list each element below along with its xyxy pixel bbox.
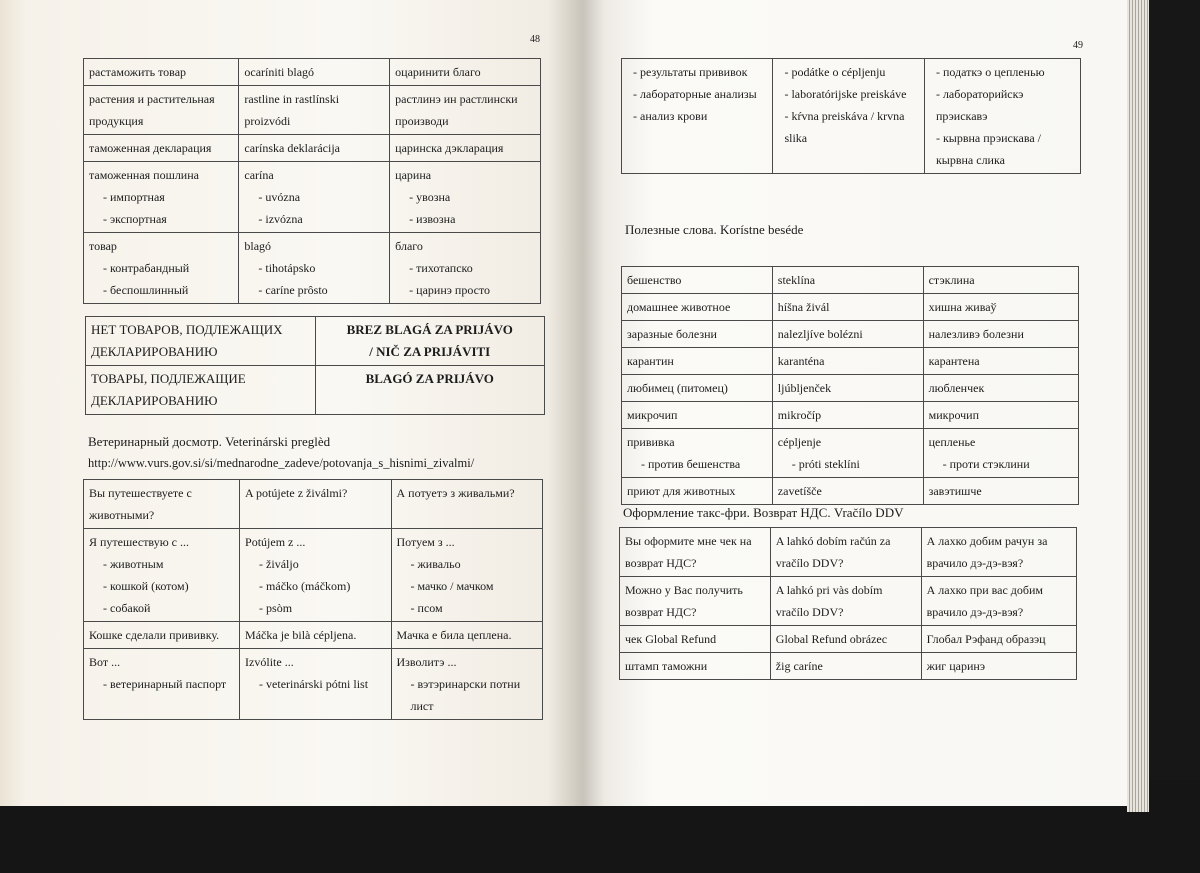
table-row: [84, 529, 543, 622]
cell-sl: ljúbljenček: [772, 375, 923, 402]
cell-sl: žig caríne: [770, 653, 921, 680]
cell-sl: nalezljíve bolézni: [772, 321, 923, 348]
cell-cy: Глобал Рэфанд образэц: [921, 626, 1076, 653]
cell-sl: mikročíp: [772, 402, 923, 429]
cell-ru: ТОВАРЫ, ПОДЛЕЖАЩИЕ ДЕКЛАРИРОВАНИЮ: [86, 366, 316, 415]
cell-sl: carínska deklarácija: [239, 135, 390, 162]
table-row: [84, 480, 543, 529]
cell-cy: карантена: [923, 348, 1078, 375]
cell-ru: Кошке сделали прививку.: [84, 622, 240, 649]
cell-cy: Мачка е била цеплена.: [391, 622, 542, 649]
declaration-table: [85, 316, 545, 415]
cell-cy: - податкэ о цепленью - лабораторийскэ прэискавэ - кырвна прэискава / кырвна слика: [924, 59, 1080, 174]
cell-cy: царинска дэкларация: [390, 135, 541, 162]
cell-ru: штамп таможни: [620, 653, 771, 680]
cell-cy: жиг царинэ: [921, 653, 1076, 680]
table-row: [84, 86, 541, 135]
cell-ru: - результаты прививок - лабораторные анализы - анализ крови: [622, 59, 773, 174]
cell-sl: karanténa: [772, 348, 923, 375]
cell-ru: растения и растительная продукция: [84, 86, 239, 135]
taxfree-table: [619, 527, 1077, 680]
left-page: [0, 0, 583, 806]
table-row: [622, 478, 1079, 505]
cell-ru: бешенство: [622, 267, 773, 294]
cell-cy: микрочип: [923, 402, 1078, 429]
cell-cy: налезливэ болезни: [923, 321, 1078, 348]
cell-sl: A lahkó dobím račún za vračílo DDV?: [770, 528, 921, 577]
cell-cy: цепленье - проти стэклини: [923, 429, 1078, 478]
cell-sl: Izvólite ... - veterinárski pótni list: [240, 649, 391, 720]
cell-cy: оцаринити благо: [390, 59, 541, 86]
cell-ru: Можно у Вас получить возврат НДС?: [620, 577, 771, 626]
cell-sl: BLAGÓ ZA PRIJÁVO: [315, 366, 545, 415]
cell-sl: A potújete z živálmi?: [240, 480, 391, 529]
cell-sl: blagó - tihotápsko - caríne prôsto: [239, 233, 390, 304]
cell-ru: чек Global Refund: [620, 626, 771, 653]
cell-ru: Вы оформите мне чек на возврат НДС?: [620, 528, 771, 577]
table-row: [622, 402, 1079, 429]
cell-ru: приют для животных: [622, 478, 773, 505]
table-row: [84, 59, 541, 86]
cell-cy: А лахко добим рачун за врачило дэ-дэ-вэя?: [921, 528, 1076, 577]
table-row: [620, 577, 1077, 626]
cell-sl: híšna živál: [772, 294, 923, 321]
cell-sl: steklína: [772, 267, 923, 294]
cell-ru: Я путешествую с ... - животным - кошкой (котом) - собакой: [84, 529, 240, 622]
table-row: [622, 321, 1079, 348]
table-row: [84, 233, 541, 304]
table-row: [620, 653, 1077, 680]
cell-sl: Máčka je bilà cépljena.: [240, 622, 391, 649]
cell-ru: заразные болезни: [622, 321, 773, 348]
vet-url: http://www.vurs.gov.si/si/mednarodne_zadeve/potovanja_s_hisnimi_zivalmi/: [88, 456, 475, 470]
table-row: [622, 294, 1079, 321]
cell-ru: прививка - против бешенства: [622, 429, 773, 478]
cell-sl: BREZ BLAGÁ ZA PRIJÁVO / NIČ ZA PRIJÁVITI: [315, 317, 545, 366]
table-row: [622, 348, 1079, 375]
cell-ru: Вы путешествуете с животными?: [84, 480, 240, 529]
cell-sl: carína - uvózna - izvózna: [239, 162, 390, 233]
right-page: [583, 0, 1128, 806]
cell-cy: благо - тихотапско - царинэ просто: [390, 233, 541, 304]
customs-table: [83, 58, 541, 304]
table-row: [620, 626, 1077, 653]
cell-ru: домашнее животное: [622, 294, 773, 321]
page-number: 48: [530, 34, 540, 45]
cell-cy: Потуем з ... - живальо - мачко / мачком - псом: [391, 529, 542, 622]
cell-sl: Global Refund obrázec: [770, 626, 921, 653]
table-row: [622, 267, 1079, 294]
cell-sl: A lahkó pri vàs dobím vračílo DDV?: [770, 577, 921, 626]
cell-cy: завэтишче: [923, 478, 1078, 505]
page-number: 49: [1073, 40, 1083, 51]
table-row: [84, 135, 541, 162]
table-row: [622, 375, 1079, 402]
cell-ru: растаможить товар: [84, 59, 239, 86]
cell-cy: растлинэ ин растлински производи: [390, 86, 541, 135]
vet-table: [83, 479, 543, 720]
table-row: [86, 366, 545, 415]
taxfree-heading: Оформление такс-фри. Возврат НДС. Vračílo DDV: [623, 505, 904, 520]
table-row: [620, 528, 1077, 577]
cell-cy: хишна живаў: [923, 294, 1078, 321]
cell-ru: товар - контрабандный - беспошлинный: [84, 233, 239, 304]
results-table: [621, 58, 1081, 174]
cell-cy: стэклина: [923, 267, 1078, 294]
cell-cy: Изволитэ ... - вэтэринарски потни лист: [391, 649, 542, 720]
table-row: [622, 429, 1079, 478]
table-row: [84, 162, 541, 233]
cell-sl: - podátke o cépljenju - laboratórijske preiskáve - kŕvna preiskáva / krvna slika: [773, 59, 924, 174]
cell-ru: НЕТ ТОВАРОВ, ПОДЛЕЖАЩИХ ДЕКЛАРИРОВАНИЮ: [86, 317, 316, 366]
useful-table: [621, 266, 1079, 505]
cell-ru: таможенная декларация: [84, 135, 239, 162]
cell-ru: таможенная пошлина - импортная - экспортная: [84, 162, 239, 233]
page-edges: [1127, 0, 1149, 812]
cell-sl: rastline in rastlínski proizvódi: [239, 86, 390, 135]
cell-sl: Potújem z ... - živálјo - máčko (máčkom) - psòm: [240, 529, 391, 622]
table-row: [622, 59, 1081, 174]
cell-ru: любимец (питомец): [622, 375, 773, 402]
cell-cy: А потуетэ з живальми?: [391, 480, 542, 529]
cell-sl: ocaríniti blagó: [239, 59, 390, 86]
table-row: [86, 317, 545, 366]
cell-sl: zavetíšče: [772, 478, 923, 505]
cell-ru: Вот ... - ветеринарный паспорт: [84, 649, 240, 720]
cell-cy: А лахко при вас добим врачило дэ-дэ-вэя?: [921, 577, 1076, 626]
table-row: [84, 649, 543, 720]
cell-cy: царина - увозна - извозна: [390, 162, 541, 233]
vet-heading: Ветеринарный досмотр. Veterinárski preglèd: [88, 434, 331, 449]
useful-heading: Полезные слова. Korístne beséde: [625, 222, 804, 237]
cell-sl: cépljenje - próti steklíni: [772, 429, 923, 478]
cell-ru: микрочип: [622, 402, 773, 429]
table-row: [84, 622, 543, 649]
cell-cy: любленчек: [923, 375, 1078, 402]
cell-ru: карантин: [622, 348, 773, 375]
